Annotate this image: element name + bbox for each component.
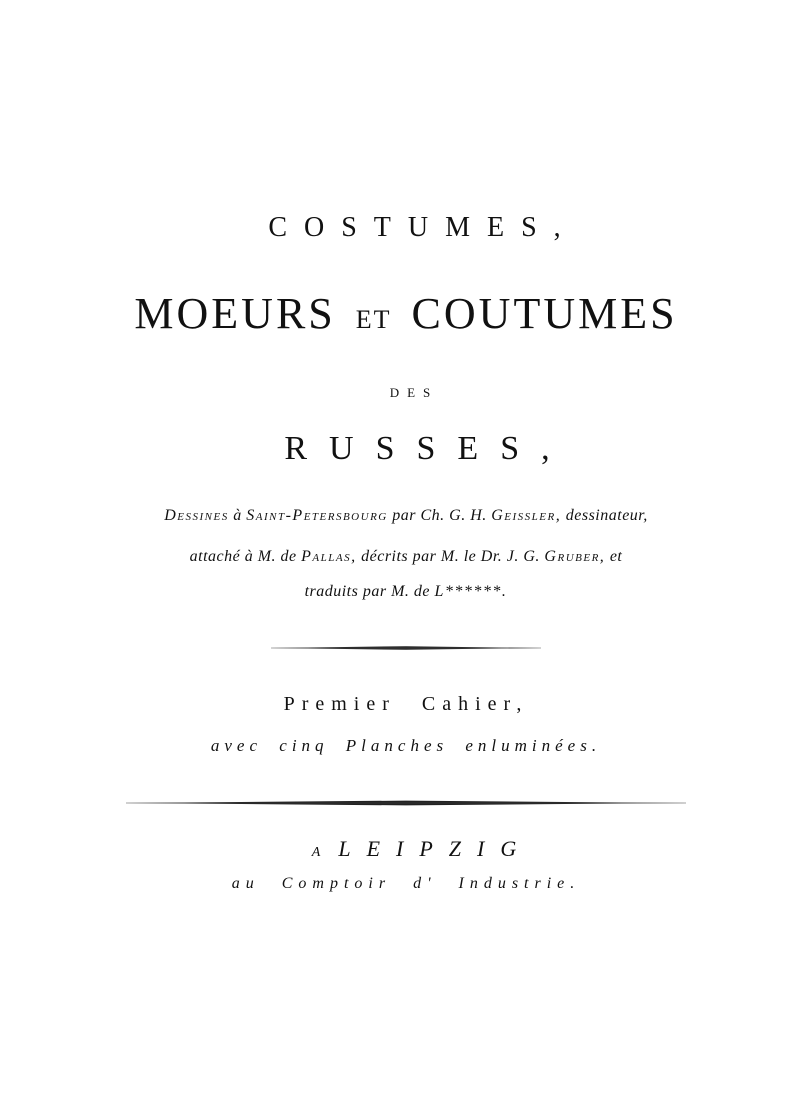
decorative-rule-top [0, 643, 812, 653]
title-moeurs-et-coutumes [0, 288, 812, 339]
description-line-3 [0, 583, 812, 601]
volume-planches: avec cinq Planches enluminées. [210, 736, 602, 755]
title-des: DES [389, 385, 439, 400]
description-line-1 [0, 507, 812, 525]
imprint-leipzig: LEIPZIG [338, 836, 533, 861]
desc-gruber: Gruber, [544, 548, 606, 565]
description-line-2 [0, 548, 812, 566]
imprint-publisher: au Comptoir d' Industrie. [231, 875, 581, 892]
decorative-rule-bottom [0, 798, 812, 808]
title-coutumes: COUTUMES [411, 289, 678, 338]
desc-translator: L******. [434, 583, 508, 600]
desc-attache: attaché à M. de [189, 548, 297, 565]
rule-line-icon [126, 798, 686, 808]
desc-saint-petersbourg: Saint-Petersbourg [246, 507, 388, 524]
desc-pallas: Pallas, [301, 548, 357, 565]
title-costumes: COSTUMES, [268, 212, 578, 243]
volume-cahier: Premier Cahier, [283, 693, 529, 715]
desc-par-ch-g-h: par Ch. G. H. [392, 507, 487, 524]
rule-line-icon [271, 643, 541, 653]
title-et: ET [355, 305, 392, 334]
desc-dessinateur: dessinateur, [565, 507, 648, 524]
title-russes: RUSSES, [284, 430, 572, 467]
desc-a: à [233, 507, 242, 524]
imprint-a: A [311, 845, 321, 860]
desc-traduits: traduits par M. de [304, 583, 431, 600]
desc-et: et [609, 548, 623, 565]
title-moeurs: MOEURS [134, 289, 336, 338]
desc-geissler: Geissler, [491, 507, 562, 524]
desc-decrits: décrits par M. le Dr. J. G. [361, 548, 540, 565]
desc-dessines: Dessines [164, 507, 229, 524]
imprint-city [0, 836, 812, 862]
